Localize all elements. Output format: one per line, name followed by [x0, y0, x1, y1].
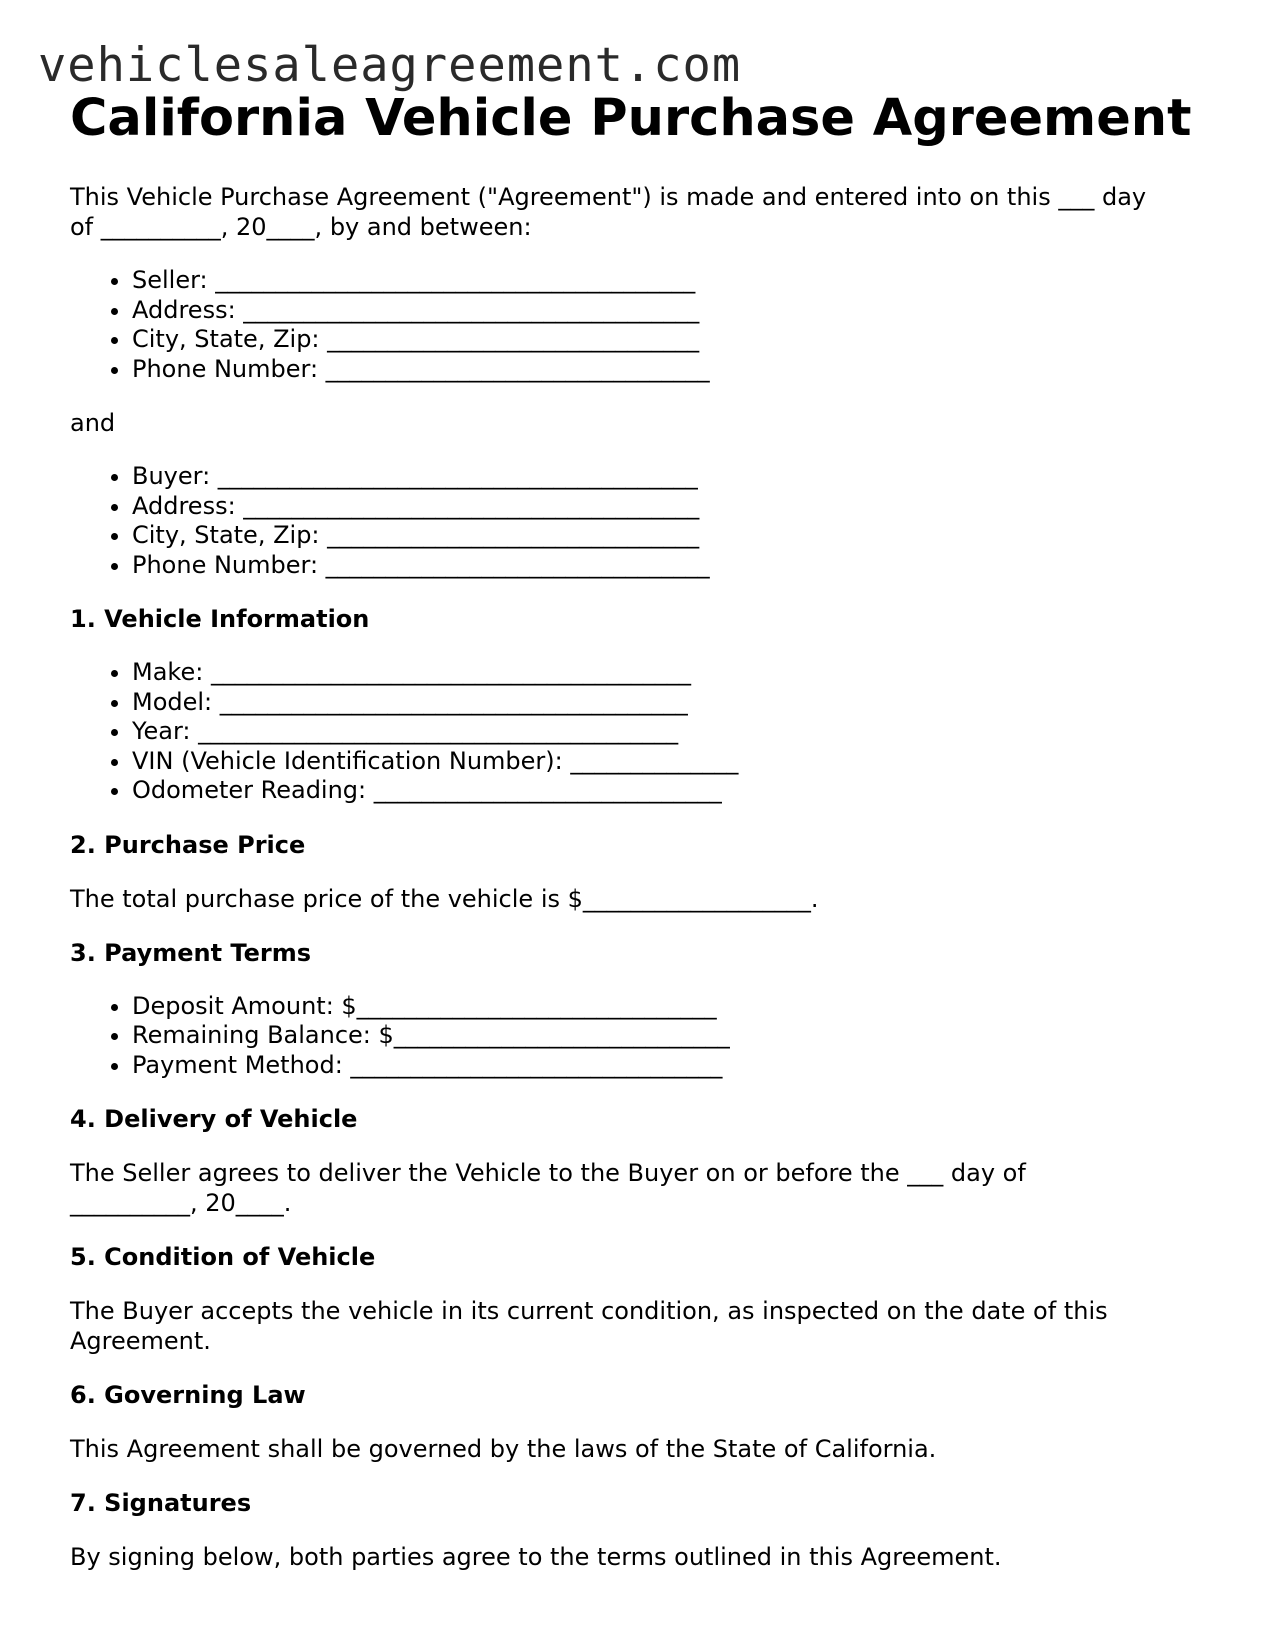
agreement-document [70, 88, 1210, 1572]
remaining-balance-field: • Remaining Balance: $____________________________ [132, 1021, 1210, 1051]
condition-heading: 5. Condition of Vehicle [70, 1243, 376, 1271]
seller-address-field: • Address: ______________________________________ [132, 296, 1210, 326]
buyer-city-field: • City, State, Zip: _______________________________ [132, 521, 1210, 551]
governing-law-text: This Agreement shall be governed by the laws of the State of California. [70, 1435, 937, 1463]
seller-phone-field: • Phone Number: ________________________________ [132, 355, 1210, 385]
payment-terms-list [70, 992, 1210, 1081]
buyer-address-field: • Address: ______________________________________ [132, 492, 1210, 522]
delivery-heading: 4. Delivery of Vehicle [70, 1105, 358, 1133]
payment-method-field: • Payment Method: _______________________________ [132, 1051, 1210, 1081]
deposit-amount-field: • Deposit Amount: $______________________________ [132, 992, 1210, 1022]
signatures-heading: 7. Signatures [70, 1489, 252, 1517]
seller-name-field: • Seller: ________________________________________ [132, 266, 1210, 296]
buyer-fields-list [70, 462, 1210, 580]
governing-law-heading: 6. Governing Law [70, 1381, 306, 1409]
and-text: and [70, 409, 116, 437]
site-watermark: vehiclesaleagreement.com [38, 38, 742, 93]
vehicle-info-list [70, 658, 1210, 806]
purchase-price-heading: 2. Purchase Price [70, 830, 306, 859]
buyer-name-field: • Buyer: ________________________________________ [132, 462, 1210, 492]
signatures-text: By signing below, both parties agree to the terms outlined in this Agreement. [70, 1543, 1002, 1571]
vehicle-model-field: • Model: _______________________________________ [132, 688, 1210, 718]
vehicle-year-field: • Year: ________________________________________ [132, 717, 1210, 747]
purchase-price-text: The total purchase price of the vehicle is $___________________. [70, 884, 819, 913]
intro-paragraph: This Vehicle Purchase Agreement ("Agreement") is made and entered into on this ___ day of __________, 20____, by and between: [70, 183, 1147, 241]
seller-city-field: • City, State, Zip: _______________________________ [132, 325, 1210, 355]
buyer-phone-field: • Phone Number: ________________________________ [132, 551, 1210, 581]
vehicle-odometer-field: • Odometer Reading: _____________________________ [132, 776, 1210, 806]
delivery-text: The Seller agrees to deliver the Vehicle to the Buyer on or before the ___ day of __________, 20____. [70, 1159, 1026, 1217]
payment-terms-heading: 3. Payment Terms [70, 938, 312, 967]
document-title: California Vehicle Purchase Agreement [70, 89, 1192, 148]
vehicle-info-heading: 1. Vehicle Information [70, 605, 370, 633]
seller-fields-list [70, 266, 1210, 384]
vehicle-make-field: • Make: ________________________________________ [132, 658, 1210, 688]
vehicle-vin-field: • VIN (Vehicle Identification Number): ______________ [132, 747, 1210, 777]
condition-text: The Buyer accepts the vehicle in its current condition, as inspected on the date of this Agreement. [70, 1297, 1108, 1355]
